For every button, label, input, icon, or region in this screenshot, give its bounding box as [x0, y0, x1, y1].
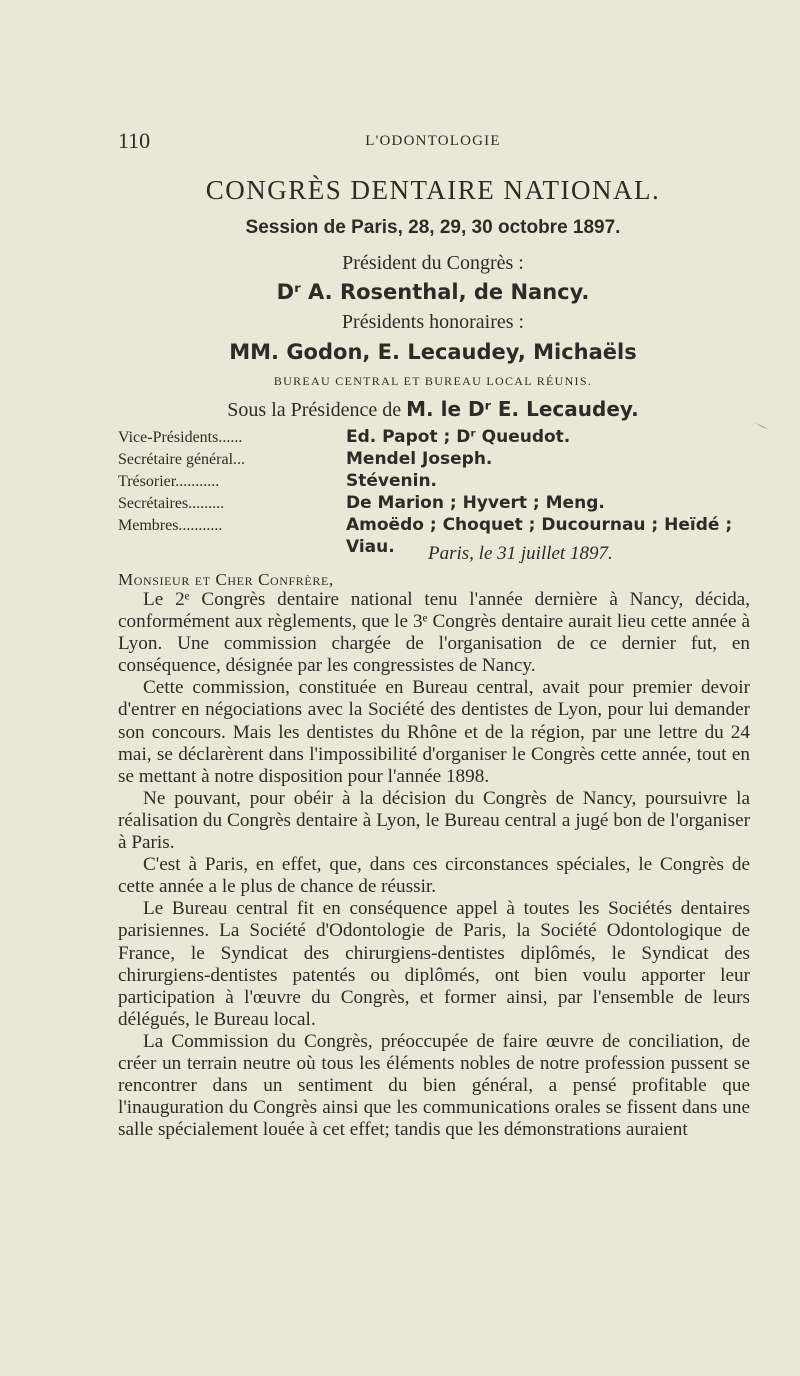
ink-mark-icon: [752, 420, 772, 432]
officers-list: [118, 427, 758, 559]
bureau-heading: BUREAU CENTRAL ET BUREAU LOCAL RÉUNIS.: [273, 374, 593, 388]
officer-role: Trésorier...........: [118, 473, 220, 490]
running-title: L'ODONTOLOGIE: [365, 133, 501, 149]
officer-row: [118, 427, 758, 449]
session-line: Session de Paris, 28, 29, 30 octobre 1897.: [245, 217, 621, 238]
paragraph: Cette commission, constituée en Bureau central, avait pour premier devoir d'entrer en négociations avec la Société des dentistes de Lyon, pour lui demander son concours. Mais les dentistes du Rhône et de la région, par une lettre du 24 mai, se déclarèrent dans l'impossibilité d'organiser le Congrès cette année, tout en se mettant à notre disposition pour l'année 1898.: [118, 677, 750, 787]
page-header: [118, 128, 748, 158]
presidency-name: M. le Dʳ E. Lecaudey.: [406, 397, 639, 421]
letter-date: Paris, le 31 juillet 1897.: [428, 543, 613, 564]
officer-names: Stévenin.: [346, 471, 438, 491]
paragraph: Le 2ᵉ Congrès dentaire national tenu l'année dernière à Nancy, décida, conformément aux règlements, que le 3ᵉ Congrès dentaire aurait lieu cette année à Lyon. Une commission chargée de l'organisation de ce dernier fut, en conséquence, désignée par les congressistes de Nancy.: [118, 589, 750, 677]
page-number: 110: [118, 128, 151, 153]
officer-names: Viau.: [346, 537, 395, 557]
president-label: Président du Congrès :: [342, 252, 524, 274]
presidency-line: [118, 397, 748, 422]
salutation: Monsieur et Cher Confrère,: [118, 570, 334, 589]
officer-names: Amoëdo ; Choquet ; Ducournau ; Heïdé ;: [346, 515, 733, 535]
paragraph: C'est à Paris, en effet, que, dans ces circonstances spéciales, le Congrès de cette année a le plus de chance de réussir.: [118, 854, 750, 898]
officer-names: De Marion ; Hyvert ; Meng.: [346, 493, 605, 513]
officer-names: Ed. Papot ; Dʳ Queudot.: [346, 427, 571, 447]
officer-role: Membres...........: [118, 517, 223, 534]
presidency-label: Sous la Présidence de: [227, 399, 407, 421]
letter-body: [118, 589, 750, 1141]
honorary-presidents-names: MM. Godon, E. Lecaudey, Michaëls: [229, 340, 637, 364]
officer-row: [118, 515, 758, 537]
officer-row: [118, 493, 758, 515]
paragraph: Le Bureau central fit en conséquence appel à toutes les Sociétés dentaires parisiennes. La Société d'Odontologie de Paris, la Société Odontologique de France, le Syndicat des chirurgiens-dentistes diplômés, le Syndicat des chirurgiens-dentistes patentés ou diplômés, ont bien voulu apporter leur participation à l'œuvre du Congrès, et former ainsi, par l'ensemble de leurs délégués, le Bureau local.: [118, 898, 750, 1030]
officer-names: Mendel Joseph.: [346, 449, 493, 469]
honorary-presidents-label: Présidents honoraires :: [341, 311, 525, 333]
congress-title: CONGRÈS DENTAIRE NATIONAL.: [205, 175, 661, 205]
paragraph: Ne pouvant, pour obéir à la décision du Congrès de Nancy, poursuivre la réalisation du Congrès dentaire à Lyon, le Bureau central a jugé bon de l'organiser à Paris.: [118, 787, 750, 854]
officer-role: Vice-Présidents......: [118, 429, 243, 446]
officer-row: [118, 471, 758, 493]
officer-role: Secrétaire général...: [118, 451, 246, 468]
paragraph: La Commission du Congrès, préoccupée de faire œuvre de conciliation, de créer un terrain neutre où tous les éléments nobles de notre profession pussent se rencontrer dans un sentiment du bien général, a pensé profitable que l'inauguration du Congrès ainsi que les communications orales se fissent dans une salle spécialement louée à cet effet; tandis que les démonstrations auraient: [118, 1030, 750, 1141]
officer-row: [118, 449, 758, 471]
president-name: Dʳ A. Rosenthal, de Nancy.: [276, 280, 590, 304]
officer-role: Secrétaires.........: [118, 495, 225, 512]
